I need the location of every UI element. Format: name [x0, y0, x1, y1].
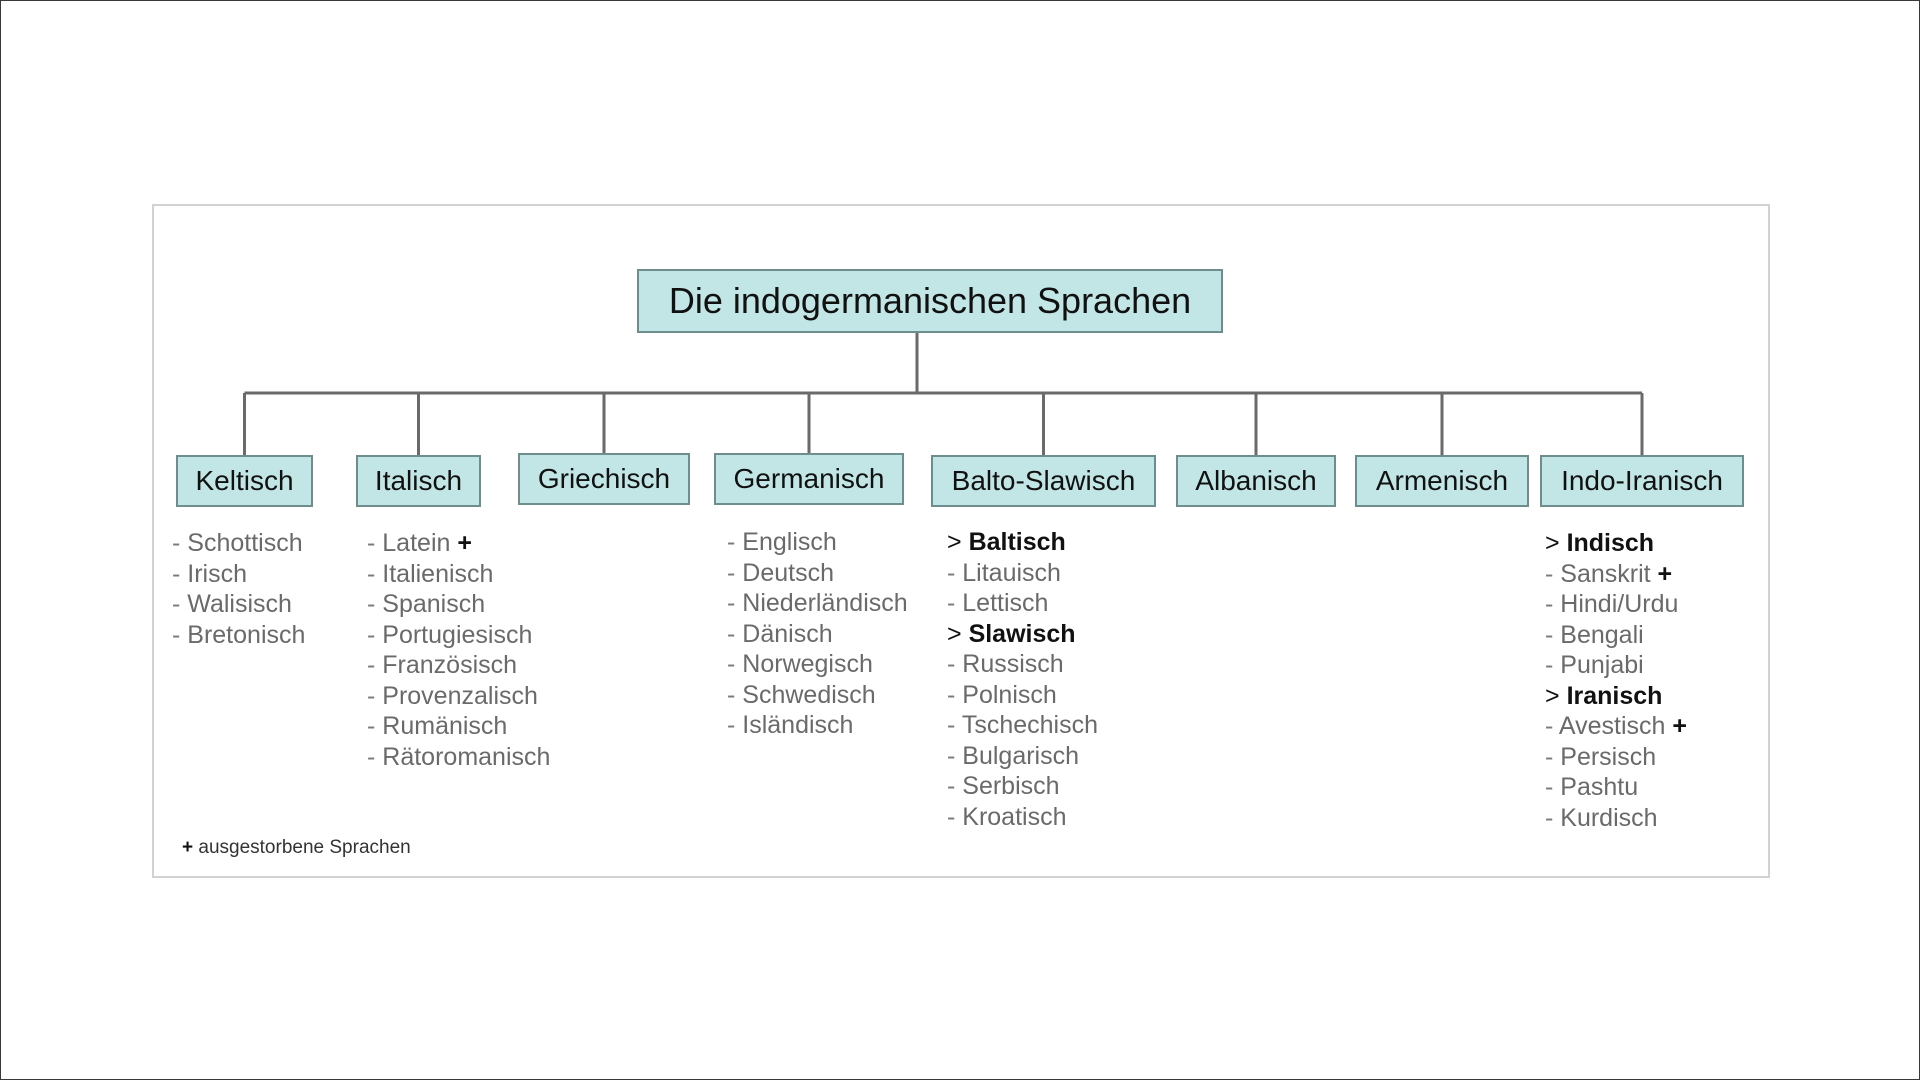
subgroup-marker: >	[1545, 681, 1560, 710]
language-name: Niederländisch	[742, 589, 908, 617]
item-marker: -	[1545, 651, 1554, 679]
item-marker: -	[947, 589, 956, 617]
language-item	[1545, 559, 1687, 590]
language-list-keltisch	[172, 528, 305, 650]
item-marker: -	[367, 651, 376, 679]
language-item	[727, 527, 908, 558]
language-item	[172, 559, 305, 590]
language-name: Slawisch	[968, 619, 1076, 648]
branch-node-keltisch	[176, 455, 313, 507]
item-marker: -	[172, 559, 181, 588]
language-item	[172, 528, 305, 559]
language-name: Bretonisch	[187, 620, 306, 649]
root-node-label: Die indogermanischen Sprachen	[668, 280, 1192, 321]
item-marker: -	[1545, 773, 1554, 801]
language-name: Spanisch	[382, 590, 486, 618]
language-list-balto-slawisch	[947, 527, 1098, 832]
language-item	[367, 681, 550, 712]
language-name: Rumänisch	[382, 712, 508, 740]
language-name: Französisch	[382, 651, 518, 679]
language-name: Rätoromanisch	[382, 742, 551, 771]
item-marker: -	[947, 711, 956, 739]
item-marker: -	[367, 681, 376, 710]
language-name: Persisch	[1560, 742, 1657, 771]
item-marker: -	[947, 802, 956, 831]
language-name: Serbisch	[962, 772, 1060, 800]
item-marker: -	[727, 650, 736, 678]
subgroup-marker: >	[1545, 529, 1560, 557]
language-name: Norwegisch	[742, 650, 873, 678]
item-marker: -	[727, 680, 736, 709]
branch-node-armenisch	[1355, 455, 1529, 507]
item-marker: -	[727, 589, 736, 617]
item-marker: -	[947, 650, 956, 678]
language-item	[947, 710, 1098, 741]
language-item	[1545, 711, 1687, 742]
language-item	[172, 620, 305, 651]
language-item	[947, 558, 1098, 589]
subgroup-heading	[947, 527, 1098, 558]
branch-label: Balto-Slawisch	[951, 465, 1136, 496]
language-item	[367, 711, 550, 742]
language-item	[727, 649, 908, 680]
language-name: Italienisch	[382, 559, 494, 588]
subgroup-marker: >	[947, 619, 962, 648]
language-name: Baltisch	[968, 528, 1066, 556]
language-name: Bulgarisch	[962, 741, 1080, 770]
language-name: Latein	[382, 529, 451, 557]
language-name: Pashtu	[1560, 773, 1639, 801]
branch-node-griechisch	[518, 453, 690, 505]
language-list-indo-iranisch	[1545, 528, 1687, 833]
language-name: Hindi/Urdu	[1560, 590, 1679, 618]
language-name: Kurdisch	[1560, 803, 1658, 832]
footnote-text: ausgestorbene Sprachen	[198, 837, 411, 858]
language-item	[367, 742, 550, 773]
item-marker: -	[172, 620, 181, 649]
language-item	[947, 649, 1098, 680]
language-item	[1545, 589, 1687, 620]
item-marker: -	[1545, 620, 1554, 649]
language-item	[1545, 772, 1687, 803]
branch-label: Armenisch	[1375, 465, 1509, 496]
language-name: Sanskrit	[1560, 559, 1651, 588]
language-item	[947, 741, 1098, 772]
branch-label: Italisch	[374, 465, 463, 496]
item-marker: -	[727, 528, 736, 556]
item-marker: -	[1545, 803, 1554, 832]
language-list-italisch	[367, 528, 550, 772]
extinct-marker: +	[1657, 559, 1673, 588]
language-name: Isländisch	[742, 711, 854, 739]
language-name: Russisch	[962, 650, 1064, 678]
language-name: Avestisch	[1558, 712, 1666, 740]
language-name: Portugiesisch	[382, 620, 533, 649]
language-name: Irisch	[187, 559, 248, 588]
item-marker: -	[947, 558, 956, 587]
item-marker: -	[947, 741, 956, 770]
item-marker: -	[1545, 712, 1554, 740]
footnote-symbol: +	[182, 837, 194, 858]
language-item	[727, 710, 908, 741]
branch-label: Griechisch	[537, 463, 671, 494]
language-name: Walisisch	[187, 590, 292, 618]
item-marker: -	[947, 680, 956, 709]
language-name: Polnisch	[962, 680, 1057, 709]
branch-label: Indo-Iranisch	[1561, 465, 1723, 496]
language-item	[947, 771, 1098, 802]
item-marker: -	[947, 772, 956, 800]
item-marker: -	[727, 619, 736, 648]
root-node	[637, 269, 1223, 333]
item-marker: -	[367, 590, 376, 618]
language-item	[727, 680, 908, 711]
language-item	[367, 650, 550, 681]
branch-node-italisch	[356, 455, 481, 507]
language-name: Iranisch	[1566, 681, 1663, 710]
item-marker: -	[172, 529, 181, 557]
item-marker: -	[1545, 742, 1554, 771]
item-marker: -	[367, 559, 376, 588]
language-name: Deutsch	[742, 558, 834, 587]
item-marker: -	[367, 620, 376, 649]
language-list-germanisch	[727, 527, 908, 741]
language-name: Indisch	[1566, 529, 1655, 557]
language-name: Kroatisch	[962, 802, 1067, 831]
branch-node-albanisch	[1176, 455, 1336, 507]
extinct-marker: +	[1672, 712, 1687, 740]
branch-label: Albanisch	[1195, 465, 1317, 496]
language-name: Lettisch	[962, 589, 1049, 617]
extinct-marker: +	[457, 529, 472, 557]
branch-label: Keltisch	[195, 465, 294, 496]
language-item	[727, 588, 908, 619]
branch-node-germanisch	[714, 453, 904, 505]
language-item	[727, 558, 908, 589]
language-item	[367, 589, 550, 620]
branch-node-balto-slawisch	[931, 455, 1156, 507]
branch-label: Germanisch	[733, 463, 885, 494]
footnote	[182, 837, 411, 859]
language-item	[727, 619, 908, 650]
item-marker: -	[172, 590, 181, 618]
item-marker: -	[367, 712, 376, 740]
subgroup-heading	[1545, 681, 1687, 712]
language-item	[1545, 650, 1687, 681]
language-item	[1545, 803, 1687, 834]
item-marker: -	[367, 742, 376, 771]
subgroup-heading	[1545, 528, 1687, 559]
subgroup-marker: >	[947, 528, 962, 556]
language-item	[172, 589, 305, 620]
language-item	[367, 620, 550, 651]
item-marker: -	[727, 711, 736, 739]
subgroup-heading	[947, 619, 1098, 650]
language-item	[367, 528, 550, 559]
language-name: Schwedisch	[742, 680, 876, 709]
item-marker: -	[1545, 590, 1554, 618]
language-item	[1545, 742, 1687, 773]
item-marker: -	[727, 558, 736, 587]
language-name: Bengali	[1560, 620, 1644, 649]
language-name: Punjabi	[1560, 651, 1644, 679]
language-name: Schottisch	[187, 529, 303, 557]
language-name: Litauisch	[962, 558, 1061, 587]
language-item	[947, 588, 1098, 619]
language-item	[367, 559, 550, 590]
language-item	[947, 802, 1098, 833]
language-name: Tschechisch	[961, 711, 1098, 739]
branch-node-indo-iranisch	[1540, 455, 1744, 507]
language-name: Dänisch	[742, 619, 833, 648]
language-name: Provenzalisch	[382, 681, 538, 710]
language-item	[1545, 620, 1687, 651]
item-marker: -	[367, 529, 376, 557]
language-item	[947, 680, 1098, 711]
language-name: Englisch	[742, 528, 837, 556]
item-marker: -	[1545, 559, 1554, 588]
